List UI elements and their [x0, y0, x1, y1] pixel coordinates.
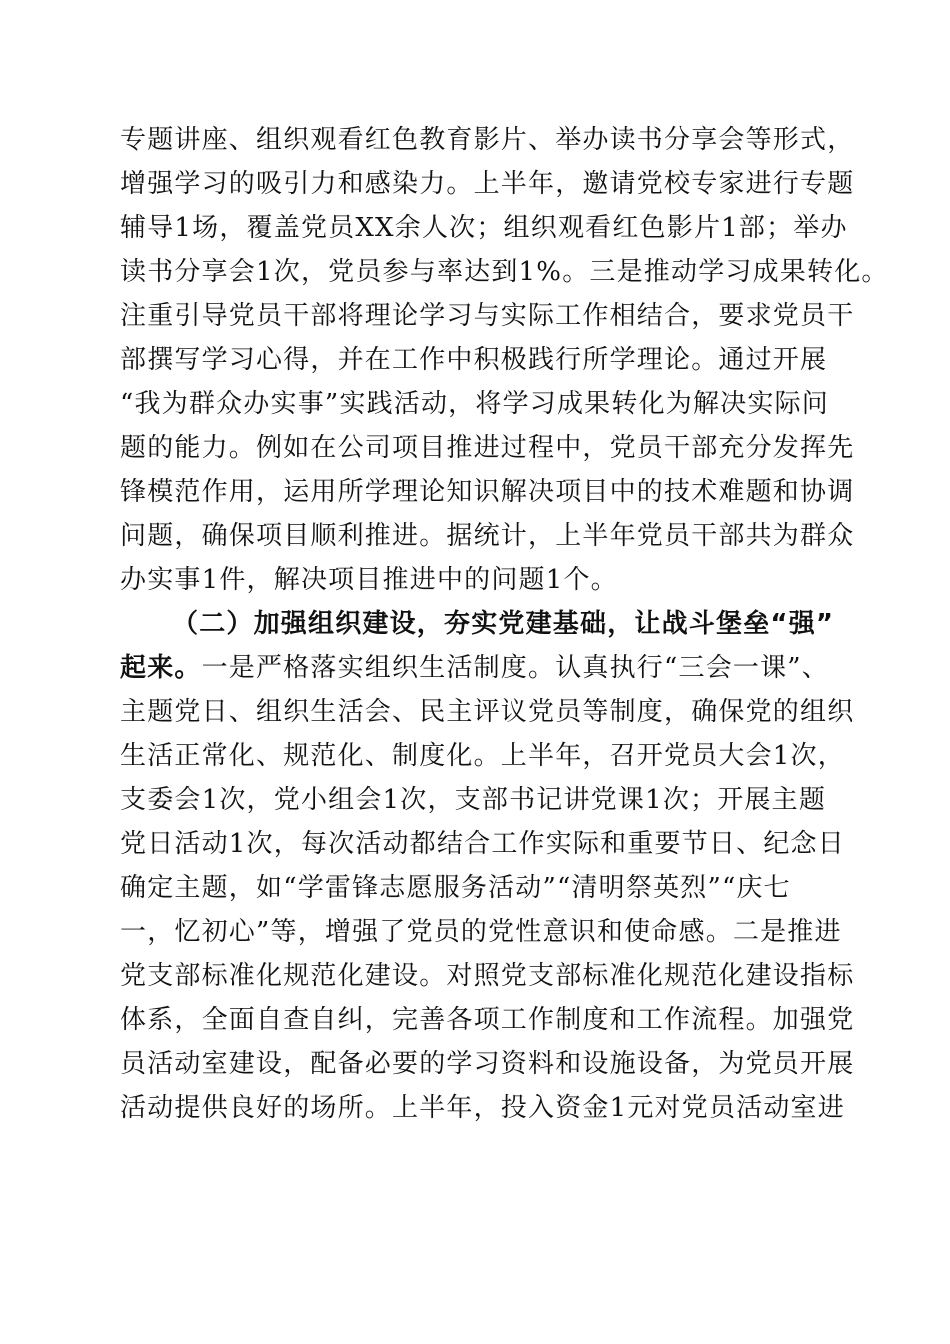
- text-line: 活动提供良好的场所。上半年，投入资金1元对党员活动室进: [120, 1093, 845, 1123]
- section-intro-text: 一是严格落实组织生活制度。认真执行“三会一课”、: [201, 653, 829, 683]
- text-line: 注重引导党员干部将理论学习与实际工作相结合，要求党员干: [120, 301, 855, 331]
- text-line: 体系，全面自查自纠，完善各项工作制度和工作流程。加强党: [120, 1005, 855, 1035]
- text-line: 辅导1场，覆盖党员XX余人次；组织观看红色影片1部；举办: [120, 213, 848, 243]
- text-line: 员活动室建设，配备必要的学习资料和设施设备，为党员开展: [120, 1049, 855, 1079]
- text-line: 题的能力。例如在公司项目推进过程中，党员干部充分发挥先: [120, 433, 855, 463]
- text-line: 生活正常化、规范化、制度化。上半年，召开党员大会1次，: [120, 741, 845, 771]
- text-line: 党支部标准化规范化建设。对照党支部标准化规范化建设指标: [120, 961, 855, 991]
- text-line: 部撰写学习心得，并在工作中积极践行所学理论。通过开展: [120, 345, 828, 375]
- text-line: 确定主题，如“学雷锋志愿服务活动”“清明祭英烈”“庆七: [120, 873, 791, 903]
- section-heading-tail: 起来。: [120, 653, 202, 683]
- text-line: 锋模范作用，运用所学理论知识解决项目中的技术难题和协调: [120, 477, 855, 507]
- section-heading: （二）加强组织建设，夯实党建基础，让战斗堡垒“强”: [172, 609, 835, 639]
- text-line: [120, 648, 829, 688]
- text-line: 读书分享会1次，党员参与率达到1%。三是推动学习成果转化。: [120, 257, 889, 287]
- text-line: 支委会1次，党小组会1次，支部书记讲党课1次；开展主题: [120, 785, 827, 815]
- text-line: 主题党日、组织生活会、民主评议党员等制度，确保党的组织: [120, 697, 855, 727]
- text-line: 专题讲座、组织观看红色教育影片、举办读书分享会等形式，: [120, 125, 855, 155]
- text-line: 办实事1件，解决项目推进中的问题1个。: [120, 565, 618, 595]
- text-line: 一，忆初心”等，增强了党员的党性意识和使命感。二是推进: [120, 917, 842, 947]
- text-line: 党日活动1次，每次活动都结合工作实际和重要节日、纪念日: [120, 829, 845, 859]
- text-line: “我为群众办实事”实践活动，将学习成果转化为解决实际问: [120, 389, 829, 419]
- text-line: 增强学习的吸引力和感染力。上半年，邀请党校专家进行专题: [120, 169, 855, 199]
- text-line: 问题，确保项目顺利推进。据统计，上半年党员干部共为群众: [120, 521, 855, 551]
